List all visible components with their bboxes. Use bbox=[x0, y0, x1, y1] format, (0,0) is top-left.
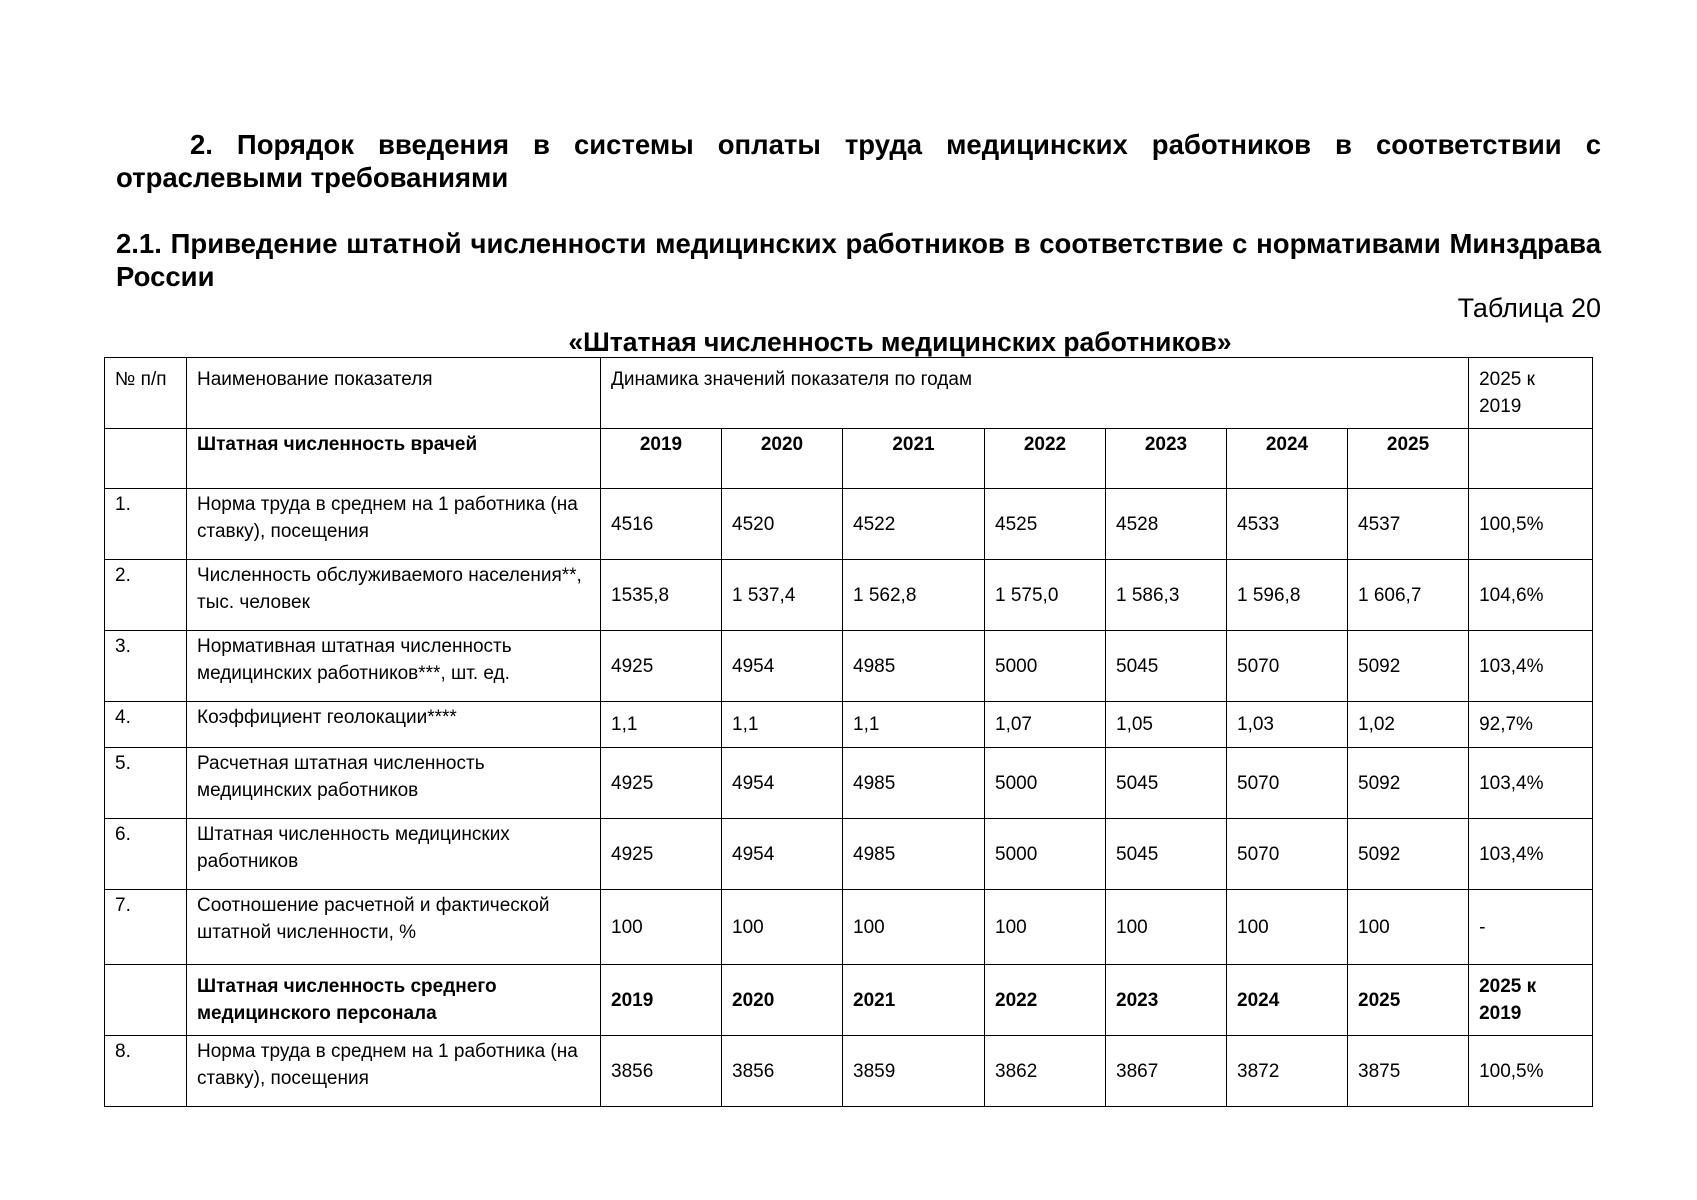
row-value: 1,1 bbox=[843, 702, 985, 748]
group-ratio-header: 2025 к 2019 bbox=[1469, 965, 1593, 1036]
row-name: Нормативная штатная численность медицинских работников***, шт. ед. bbox=[187, 631, 601, 702]
group-title: Штатная численность среднего медицинского персонала bbox=[187, 965, 601, 1036]
row-name: Коэффициент геолокации**** bbox=[187, 702, 601, 748]
year-header: 2025 bbox=[1348, 965, 1469, 1036]
row-value: 4925 bbox=[601, 631, 722, 702]
row-ratio: 100,5% bbox=[1469, 489, 1593, 560]
row-value: 4985 bbox=[843, 819, 985, 890]
row-value: 4537 bbox=[1348, 489, 1469, 560]
row-value: 4925 bbox=[601, 819, 722, 890]
row-value: 1 586,3 bbox=[1106, 560, 1227, 631]
row-num: 7. bbox=[105, 890, 187, 965]
group-title: Штатная численность врачей bbox=[187, 429, 601, 489]
row-value: 5092 bbox=[1348, 819, 1469, 890]
row-num: 6. bbox=[105, 819, 187, 890]
row-value: 5070 bbox=[1227, 748, 1348, 819]
year-header: 2019 bbox=[601, 429, 722, 489]
row-ratio: 103,4% bbox=[1469, 748, 1593, 819]
row-value: 100 bbox=[1348, 890, 1469, 965]
year-header: 2020 bbox=[722, 965, 843, 1036]
group-empty-num bbox=[105, 429, 187, 489]
row-value: 5045 bbox=[1106, 631, 1227, 702]
row-value: 3856 bbox=[601, 1036, 722, 1107]
group-header-row bbox=[105, 429, 1593, 489]
table-row bbox=[105, 890, 1593, 965]
row-value: 1 606,7 bbox=[1348, 560, 1469, 631]
year-header: 2021 bbox=[843, 429, 985, 489]
row-num: 3. bbox=[105, 631, 187, 702]
row-value: 3867 bbox=[1106, 1036, 1227, 1107]
row-value: 3875 bbox=[1348, 1036, 1469, 1107]
row-value: 5000 bbox=[985, 748, 1106, 819]
row-value: 100 bbox=[1227, 890, 1348, 965]
row-value: 4925 bbox=[601, 748, 722, 819]
row-value: 1,07 bbox=[985, 702, 1106, 748]
row-value: 5070 bbox=[1227, 819, 1348, 890]
year-header: 2024 bbox=[1227, 965, 1348, 1036]
row-value: 5045 bbox=[1106, 819, 1227, 890]
row-value: 4985 bbox=[843, 748, 985, 819]
row-name: Норма труда в среднем на 1 работника (на ставку), посещения bbox=[187, 1036, 601, 1107]
row-value: 4954 bbox=[722, 631, 843, 702]
year-header: 2021 bbox=[843, 965, 985, 1036]
table-number: Таблица 20 bbox=[1457, 293, 1601, 323]
row-name: Соотношение расчетной и фактической штатной численности, % bbox=[187, 890, 601, 965]
subsection-heading: 2.1. Приведение штатной численности медицинских работников в соответствие с нормативами Минздрава России bbox=[116, 228, 1601, 292]
row-name: Численность обслуживаемого населения**, тыс. человек bbox=[187, 560, 601, 631]
row-value: 1,05 bbox=[1106, 702, 1227, 748]
year-header: 2023 bbox=[1106, 965, 1227, 1036]
row-value: 1,03 bbox=[1227, 702, 1348, 748]
row-value: 5092 bbox=[1348, 631, 1469, 702]
row-value: 4525 bbox=[985, 489, 1106, 560]
row-num: 5. bbox=[105, 748, 187, 819]
section-heading: 2. Порядок введения в системы оплаты труда медицинских работников в соответствии с отраслевыми требованиями bbox=[116, 129, 1601, 193]
row-num: 1. bbox=[105, 489, 187, 560]
row-value: 1 596,8 bbox=[1227, 560, 1348, 631]
row-value: 1,1 bbox=[722, 702, 843, 748]
row-value: 3856 bbox=[722, 1036, 843, 1107]
row-value: 1 575,0 bbox=[985, 560, 1106, 631]
row-value: 100 bbox=[985, 890, 1106, 965]
row-value: 4533 bbox=[1227, 489, 1348, 560]
row-value: 5070 bbox=[1227, 631, 1348, 702]
row-name: Расчетная штатная численность медицинских работников bbox=[187, 748, 601, 819]
table-row bbox=[105, 819, 1593, 890]
row-value: 100 bbox=[843, 890, 985, 965]
year-header: 2025 bbox=[1348, 429, 1469, 489]
header-ratio: 2025 к 2019 bbox=[1469, 358, 1593, 429]
row-value: 1,1 bbox=[601, 702, 722, 748]
row-value: 4954 bbox=[722, 819, 843, 890]
row-value: 5000 bbox=[985, 819, 1106, 890]
year-header: 2022 bbox=[985, 429, 1106, 489]
table-row bbox=[105, 560, 1593, 631]
group-header-row bbox=[105, 965, 1593, 1036]
table-row bbox=[105, 1036, 1593, 1107]
header-name: Наименование показателя bbox=[187, 358, 601, 429]
row-value: 3859 bbox=[843, 1036, 985, 1107]
table-title: «Штатная численность медицинских работников» bbox=[568, 327, 1232, 357]
row-value: 4528 bbox=[1106, 489, 1227, 560]
row-value: 5045 bbox=[1106, 748, 1227, 819]
row-value: 1 537,4 bbox=[722, 560, 843, 631]
header-num: № п/п bbox=[105, 358, 187, 429]
table-row bbox=[105, 489, 1593, 560]
row-num: 4. bbox=[105, 702, 187, 748]
table-header-row bbox=[105, 358, 1593, 429]
row-num: 8. bbox=[105, 1036, 187, 1107]
table-row bbox=[105, 748, 1593, 819]
row-value: 100 bbox=[1106, 890, 1227, 965]
row-name: Штатная численность медицинских работников bbox=[187, 819, 601, 890]
row-ratio: 103,4% bbox=[1469, 819, 1593, 890]
year-header: 2020 bbox=[722, 429, 843, 489]
group-empty-num bbox=[105, 965, 187, 1036]
row-value: 3862 bbox=[985, 1036, 1106, 1107]
row-ratio: 92,7% bbox=[1469, 702, 1593, 748]
row-num: 2. bbox=[105, 560, 187, 631]
row-ratio: 103,4% bbox=[1469, 631, 1593, 702]
row-value: 5092 bbox=[1348, 748, 1469, 819]
year-header: 2022 bbox=[985, 965, 1106, 1036]
row-value: 4520 bbox=[722, 489, 843, 560]
year-header: 2024 bbox=[1227, 429, 1348, 489]
row-value: 1,02 bbox=[1348, 702, 1469, 748]
row-value: 1 562,8 bbox=[843, 560, 985, 631]
row-value: 1535,8 bbox=[601, 560, 722, 631]
row-value: 4985 bbox=[843, 631, 985, 702]
row-value: 100 bbox=[722, 890, 843, 965]
row-ratio: - bbox=[1469, 890, 1593, 965]
year-header: 2019 bbox=[601, 965, 722, 1036]
table-row bbox=[105, 702, 1593, 748]
row-value: 4954 bbox=[722, 748, 843, 819]
row-value: 4522 bbox=[843, 489, 985, 560]
row-value: 5000 bbox=[985, 631, 1106, 702]
row-value: 3872 bbox=[1227, 1036, 1348, 1107]
staffing-table bbox=[104, 357, 1593, 1107]
header-dynamics: Динамика значений показателя по годам bbox=[601, 358, 1469, 429]
row-name: Норма труда в среднем на 1 работника (на ставку), посещения bbox=[187, 489, 601, 560]
row-value: 100 bbox=[601, 890, 722, 965]
row-ratio: 100,5% bbox=[1469, 1036, 1593, 1107]
row-value: 4516 bbox=[601, 489, 722, 560]
table-row bbox=[105, 631, 1593, 702]
row-ratio: 104,6% bbox=[1469, 560, 1593, 631]
group-empty-ratio bbox=[1469, 429, 1593, 489]
year-header: 2023 bbox=[1106, 429, 1227, 489]
